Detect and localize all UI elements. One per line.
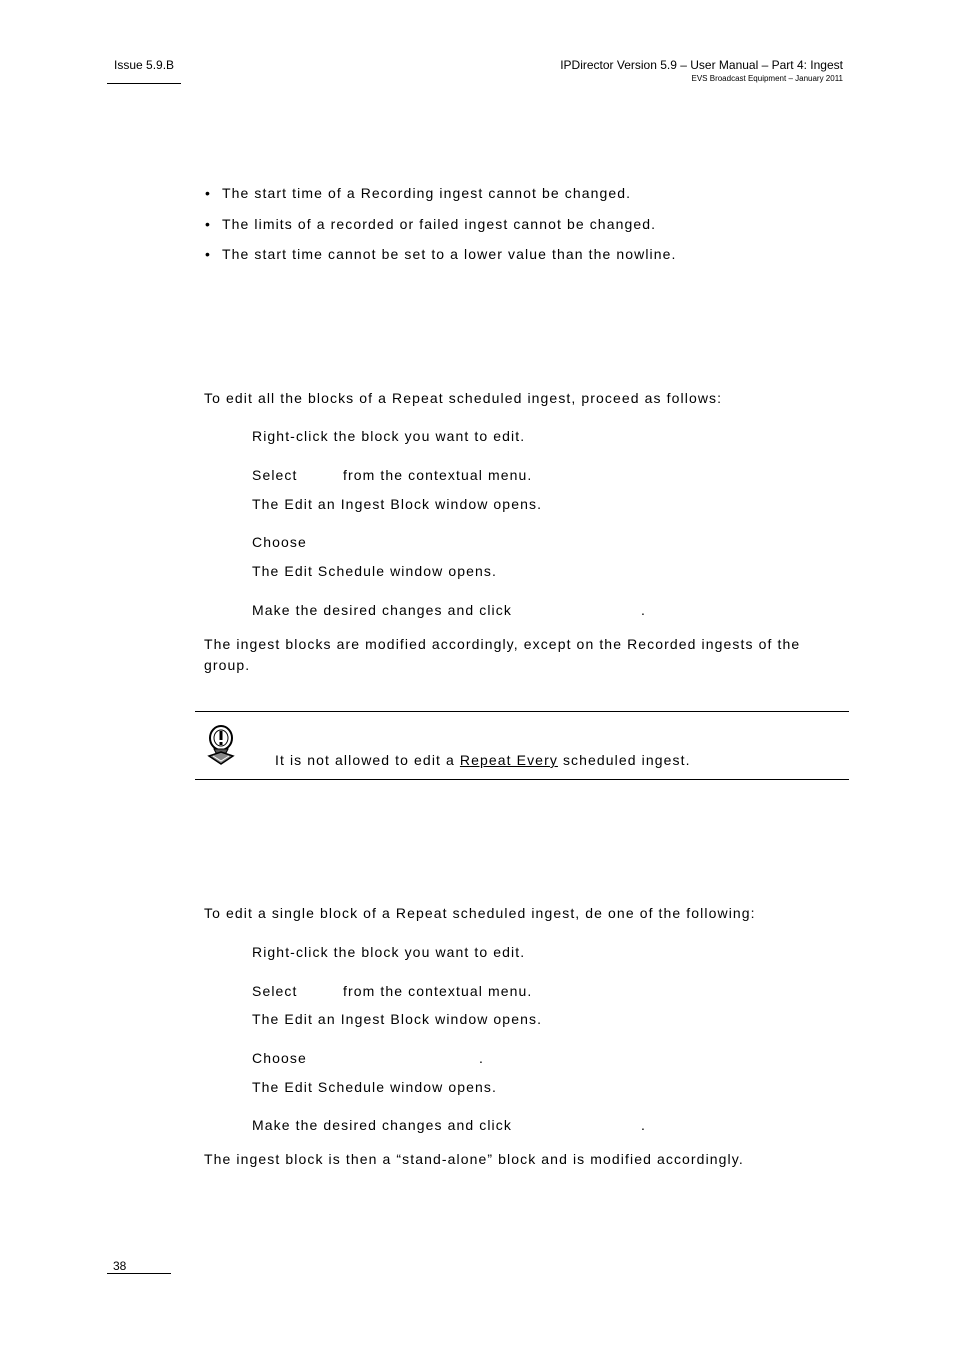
step-text: Select — [252, 467, 298, 483]
step-punct: . — [641, 602, 646, 618]
section-single-intro: To edit a single block of a Repeat scheduled ingest, de one of the following: — [204, 905, 756, 921]
bullet-item — [205, 185, 632, 201]
step-text: from the contextual menu. — [343, 467, 533, 483]
bullet-text: The start time of a Recording ingest cannot be changed. — [222, 185, 632, 201]
step-result: The Edit Schedule window opens. — [252, 563, 498, 579]
bullet-dot-icon: • — [205, 246, 212, 262]
note-link-repeat-every[interactable]: Repeat Every — [459, 752, 558, 768]
header-title: IPDirector Version 5.9 – User Manual – Part 4: Ingest — [560, 58, 843, 72]
bullet-dot-icon: • — [205, 216, 212, 232]
step-text: Make the desired changes and click — [252, 602, 512, 618]
header-rule — [107, 83, 181, 84]
step-result: The Edit an Ingest Block window opens. — [252, 1011, 543, 1027]
step-text: Right-click the block you want to edit. — [252, 944, 526, 960]
bullet-text: The limits of a recorded or failed ingest cannot be changed. — [222, 216, 657, 232]
note-bottom-rule — [195, 779, 849, 780]
step-result: The Edit Schedule window opens. — [252, 1079, 498, 1095]
bullet-dot-icon: • — [205, 185, 212, 201]
step-text: Select — [252, 983, 298, 999]
step-text: from the contextual menu. — [343, 983, 533, 999]
header-issue: Issue 5.9.B — [114, 58, 175, 72]
bullet-item — [205, 216, 657, 232]
note-text-before: It is not allowed to edit a — [275, 752, 455, 768]
step-text: Make the desired changes and click — [252, 1117, 512, 1133]
step-text: Right-click the block you want to edit. — [252, 428, 526, 444]
note-top-rule — [195, 711, 849, 712]
section-all-result: The ingest blocks are modified accordingly, except on the Recorded ingests of the group. — [204, 636, 801, 673]
section-single-result: The ingest block is then a “stand-alone” block and is modified accordingly. — [204, 1151, 744, 1167]
step-punct: . — [479, 1050, 484, 1066]
footer-rule — [107, 1273, 171, 1274]
section-all-intro: To edit all the blocks of a Repeat scheduled ingest, proceed as follows: — [204, 390, 723, 406]
bullet-item — [205, 246, 677, 262]
bullet-text: The start time cannot be set to a lower value than the nowline. — [222, 246, 677, 262]
step-text: Choose — [252, 534, 307, 550]
header-subtitle: EVS Broadcast Equipment – January 2011 — [691, 74, 843, 83]
note-text — [275, 752, 691, 768]
page-number: 38 — [113, 1259, 127, 1273]
step-result: The Edit an Ingest Block window opens. — [252, 496, 543, 512]
step-punct: . — [641, 1117, 646, 1133]
note-warning-icon — [205, 722, 241, 766]
note-text-after: scheduled ingest. — [562, 752, 691, 768]
step-text: Choose — [252, 1050, 307, 1066]
